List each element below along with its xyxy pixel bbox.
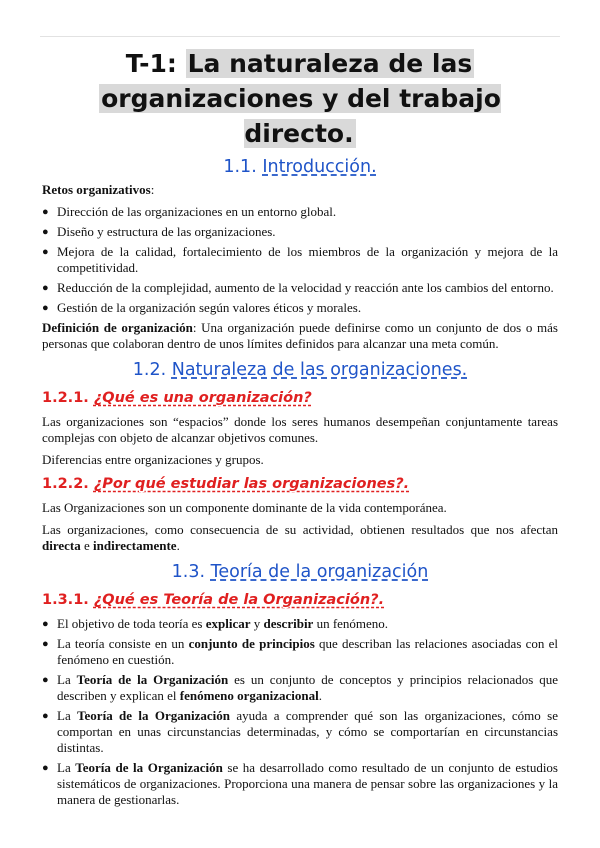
- text: .: [318, 688, 322, 703]
- section-title: Teoría de la organización: [210, 562, 429, 582]
- paragraph: [42, 522, 558, 554]
- section-1-1-heading: [42, 155, 558, 179]
- title-prefix: T-1:: [125, 49, 186, 78]
- subsection-title: ¿Qué es Teoría de la Organización?.: [93, 592, 385, 608]
- title-line-1: La naturaleza de las: [187, 49, 473, 78]
- section-title: Introducción.: [262, 157, 377, 177]
- bullet-icon: ●: [42, 638, 49, 650]
- bold-text: directa: [42, 538, 81, 553]
- list-item-text: Gestión de la organización según valores éticos y morales.: [57, 300, 362, 315]
- subsection-title: ¿Qué es una organización?: [93, 390, 312, 406]
- text: y: [250, 616, 264, 631]
- document-page: [42, 46, 558, 812]
- list-item: [42, 636, 558, 668]
- text: La: [57, 708, 78, 723]
- bold-text: Teoría de la Organización: [77, 708, 230, 723]
- bold-text: Teoría de la Organización: [75, 760, 223, 775]
- retos-label: Retos organizativos: [42, 182, 151, 197]
- section-1-2-heading: [42, 358, 558, 382]
- bullet-icon: ●: [42, 226, 49, 238]
- list-item-text: Diseño y estructura de las organizaciones.: [57, 224, 276, 239]
- bold-text: indirectamente: [93, 538, 177, 553]
- bullet-icon: ●: [42, 282, 49, 294]
- list-item: [42, 672, 558, 704]
- list-item: [42, 760, 558, 808]
- list-item-text: Reducción de la complejidad, aumento de la velocidad y reacción ante los cambios del entorno.: [57, 280, 554, 295]
- bullet-icon: ●: [42, 302, 49, 314]
- bullet-icon: ●: [42, 674, 49, 686]
- bullet-icon: ●: [42, 206, 49, 218]
- bullet-icon: ●: [42, 246, 49, 258]
- retos-colon: :: [150, 182, 155, 197]
- list-item: [42, 280, 558, 296]
- theory-list: [42, 616, 558, 808]
- subsection-1-3-1-heading: [42, 590, 558, 611]
- text: La: [57, 672, 77, 687]
- subsection-number: 1.2.1.: [42, 390, 89, 406]
- subsection-number: 1.3.1.: [42, 592, 89, 608]
- document-title: [42, 46, 558, 151]
- bullet-icon: ●: [42, 618, 49, 630]
- section-number: 1.1.: [223, 157, 257, 177]
- list-item-text: Mejora de la calidad, fortalecimiento de los miembros de la organización y mejora de la competitividad.: [57, 244, 558, 275]
- text: El objetivo de toda teoría es: [57, 616, 206, 631]
- retos-heading: [42, 182, 558, 198]
- text: Las organizaciones, como consecuencia de su actividad, obtienen resultados que nos afectan: [42, 522, 558, 537]
- text: La teoría consiste en un: [57, 636, 189, 651]
- paragraph: Diferencias entre organizaciones y grupos.: [42, 452, 264, 467]
- subsection-1-2-1-heading: [42, 388, 558, 409]
- title-line-2: organizaciones y del trabajo directo.: [101, 84, 501, 148]
- retos-list: [42, 204, 558, 316]
- text: .: [176, 538, 180, 553]
- section-number: 1.2.: [132, 360, 167, 380]
- list-item: [42, 616, 558, 632]
- subsection-title: ¿Por qué estudiar las organizaciones?.: [93, 476, 410, 492]
- text: La: [57, 760, 76, 775]
- section-number: 1.3.: [171, 562, 206, 582]
- definition-paragraph: [42, 320, 558, 352]
- paragraph: Las organizaciones son “espacios” donde los seres humanos desempeñan conjuntamente tareas complejas con objeto de alcanzar objetivos comunes.: [42, 414, 558, 445]
- list-item: [42, 204, 558, 220]
- bold-text: explicar: [205, 616, 251, 631]
- text: es un conjunto de conceptos y principios relacionados que describen y explican el: [57, 672, 558, 703]
- subsection-1-2-2-heading: [42, 474, 558, 495]
- list-item-text: Dirección de las organizaciones en un entorno global.: [57, 204, 337, 219]
- bullet-icon: ●: [42, 762, 49, 774]
- list-item: [42, 708, 558, 756]
- paragraph: Las Organizaciones son un componente dominante de la vida contemporánea.: [42, 500, 447, 515]
- text: un fenómeno.: [313, 616, 389, 631]
- bold-text: describir: [263, 616, 314, 631]
- subsection-number: 1.2.2.: [42, 476, 89, 492]
- bold-text: Teoría de la Organización: [76, 672, 229, 687]
- list-item: [42, 224, 558, 240]
- bold-text: conjunto de principios: [188, 636, 315, 651]
- list-item: [42, 244, 558, 276]
- page-top-rule: [40, 36, 560, 37]
- text: ayuda a comprender qué son las organizaciones, cómo se comportan en unas circunstancias determinadas, y cómo se comportarían en circunstancias distintas.: [57, 708, 558, 755]
- bold-text: fenómeno organizacional: [179, 688, 319, 703]
- section-title: Naturaleza de las organizaciones.: [171, 360, 468, 380]
- text: e: [80, 538, 94, 553]
- text: se ha desarrollado como resultado de un conjunto de estudios sistemáticos de organizaciones. Proporciona una manera de pensar sobre las organizaciones y la manera de gestionarlas.: [57, 760, 558, 807]
- bullet-icon: ●: [42, 710, 49, 722]
- section-1-3-heading: [42, 560, 558, 584]
- definition-label: Definición de organización: [42, 320, 193, 335]
- definition-text: : Una organización puede definirse como un conjunto de dos o más personas que colaboran dentro de unos límites definidos para alcanzar una meta común.: [42, 320, 558, 351]
- list-item: [42, 300, 558, 316]
- text: que describan las relaciones asociadas con el fenómeno en cuestión.: [57, 636, 558, 667]
